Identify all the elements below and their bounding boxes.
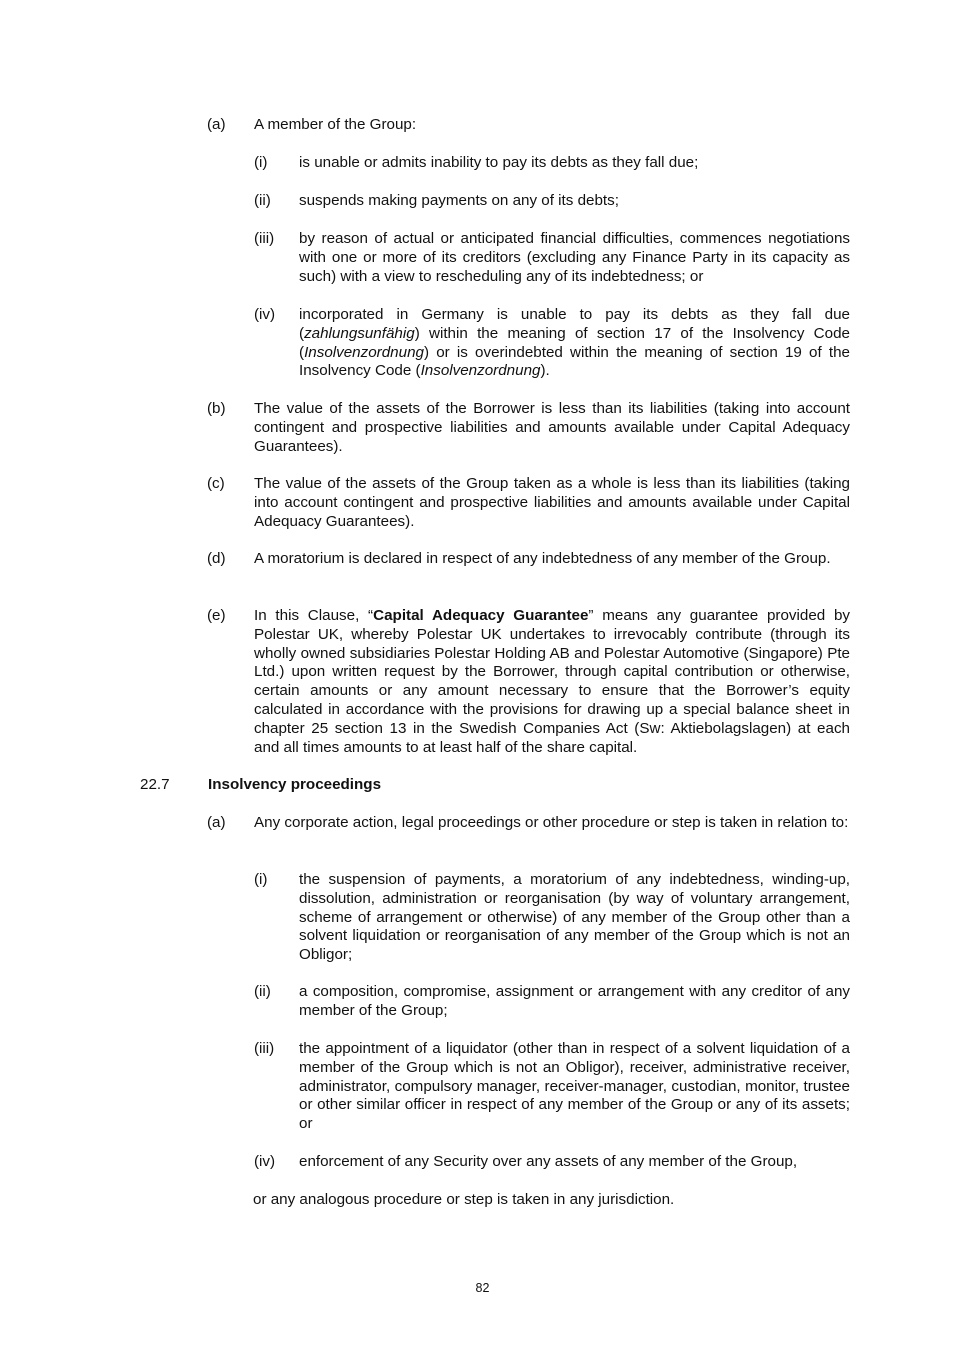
item-text: the suspension of payments, a moratorium of any indebtedness, winding-up, dissolution, administration or reorganisation (by way of voluntary arrangement, scheme of arrangement or otherwise) of any member of the Group other than a solvent liquidation or reorganisation of any member of the Group which is not an Obligor; (299, 871, 850, 964)
para-c-label: (c) (207, 475, 225, 492)
closing-text: or any analogous procedure or step is taken in any jurisdiction. (253, 1191, 675, 1208)
item-label: (iv) (254, 306, 276, 323)
para-label: (a) (207, 814, 226, 831)
para-text: Any corporate action, legal proceedings or other procedure or step is taken in relation to: (254, 814, 849, 831)
item-text: by reason of actual or anticipated financial difficulties, commences negotiations with one or more of its creditors (excluding any Finance Party in its capacity as such) with a view to rescheduling any of its indebtedness; or (299, 230, 850, 285)
clause-number: 22.7 (140, 776, 170, 793)
item-label: (ii) (254, 192, 271, 209)
para-b-label: (b) (207, 400, 226, 417)
item-text: enforcement of any Security over any assets of any member of the Group, (299, 1153, 798, 1170)
item-text (299, 306, 850, 381)
para-a-text: A member of the Group: (254, 116, 417, 133)
item-text: the appointment of a liquidator (other than in respect of a solvent liquidation of a member of the Group which is not an Obligor), receiver, administrative receiver, administrator, compulsory manager, receiver-manager, custodian, monitor, trustee or other similar officer in respect of any member of the Group or any of its assets; or (299, 1040, 850, 1133)
item-label: (i) (254, 871, 268, 888)
item-label: (iii) (254, 1040, 275, 1057)
page-number: 82 (475, 1281, 490, 1295)
para-e-label: (e) (207, 607, 226, 624)
clause-title: Insolvency proceedings (208, 776, 382, 793)
para-c-text: The value of the assets of the Group taken as a whole is less than its liabilities (taking into account contingent and prospective liabilities and amounts available under Capital Adequacy Guarantees). (254, 475, 850, 530)
item-text: suspends making payments on any of its debts; (299, 192, 619, 209)
german-term: Insolvenzordnung (304, 343, 424, 361)
item-label: (i) (254, 154, 268, 171)
item-label: (ii) (254, 983, 271, 1000)
text-run: ) within the meaning of section 17 of the Insolvency Code ( (299, 324, 850, 361)
para-d-text: A moratorium is declared in respect of any indebtedness of any member of the Group. (254, 550, 831, 567)
text-run: incorporated in Germany is unable to pay its debts as they fall due ( (299, 306, 850, 342)
para-b-text: The value of the assets of the Borrower is less than its liabilities (taking into account contingent and prospective liabilities and amounts available under Capital Adequacy Guarantees). (254, 400, 850, 455)
german-term: zahlungsunfähig (304, 324, 415, 342)
text-run: ” means any guarantee provided by Polestar UK, whereby Polestar UK undertakes to irrevocably contribute (through its wholly owned subsidiaries Polestar Holding AB and Polestar Automotive (Singapore) Pte Ltd.) upon written request by the Borrower, through capital contribution or otherwise, certain amounts or any amount necessary to ensure that the Borrower’s equity calculated in accordance with the provisions for drawing up a special balance sheet in chapter 25 section 13 in the Swedish Companies Act (Sw: Aktiebolagslagen) at each and all times amounts to at least half of the share capital. (254, 607, 851, 756)
defined-term: Capital Adequacy Guarantee (373, 607, 589, 624)
para-d-label: (d) (207, 550, 226, 567)
text-run: ) or is overindebted within the meaning of section 19 of the Insolvency Code ( (299, 343, 850, 380)
item-label: (iii) (254, 230, 275, 247)
text-run: ). (540, 362, 550, 380)
para-e-text (254, 607, 850, 757)
item-label: (iv) (254, 1153, 276, 1170)
item-text: a composition, compromise, assignment or arrangement with any creditor of any member of the Group; (299, 983, 850, 1019)
para-a-label: (a) (207, 116, 226, 133)
text-run: In this Clause, “ (254, 607, 374, 624)
german-term: Insolvenzordnung (420, 362, 541, 380)
item-text: is unable or admits inability to pay its debts as they fall due; (299, 154, 699, 171)
